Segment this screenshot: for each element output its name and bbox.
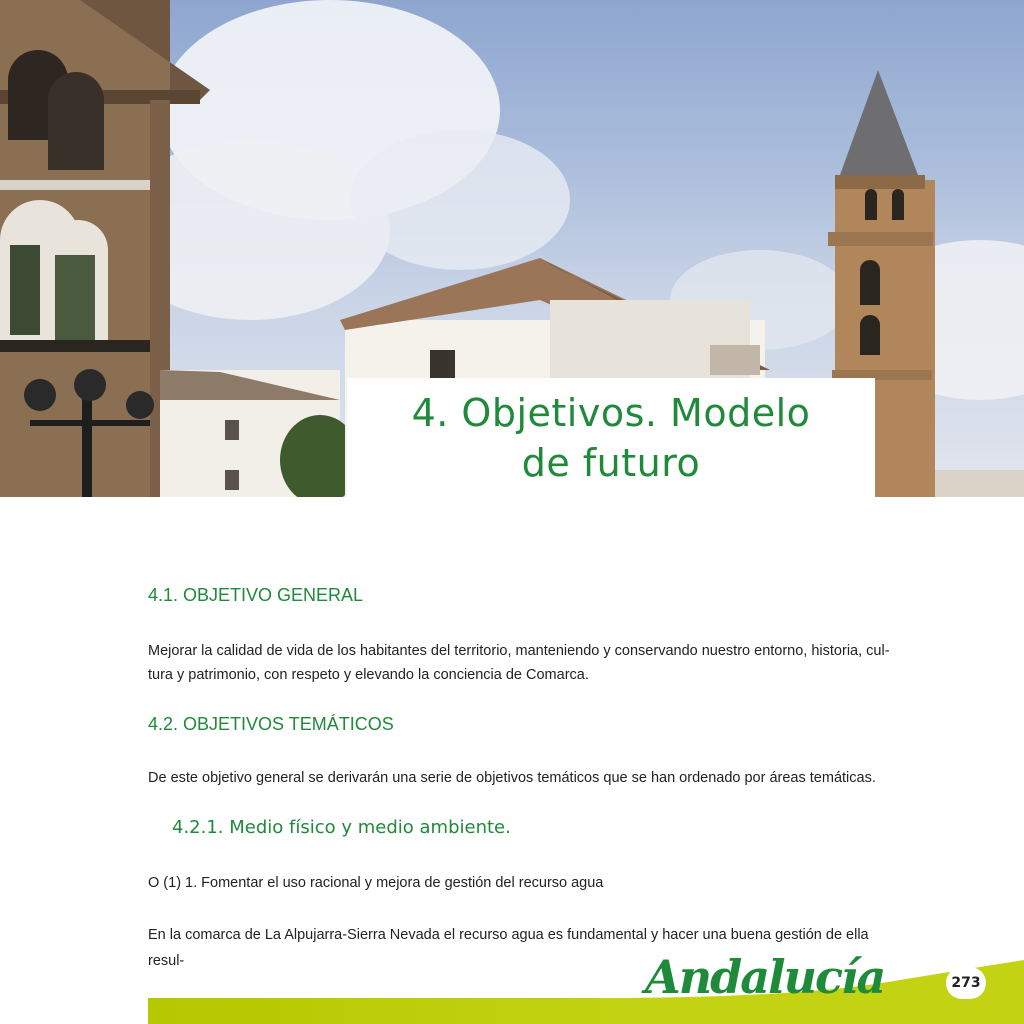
andalucia-logo: Andalucía bbox=[645, 950, 885, 1004]
section-heading-4-1: 4.1. OBJETIVO GENERAL bbox=[148, 585, 364, 605]
chapter-title-line-1: 4. Objetivos. Modelo bbox=[411, 390, 811, 435]
section-4-1-text-line-1: Mejorar la calidad de vida de los habitantes del territorio, manteniendo y conservando nuestro entorno, historia, cul- bbox=[148, 643, 890, 659]
chapter-title bbox=[347, 378, 875, 497]
section-heading-4-2: 4.2. OBJETIVOS TEMÁTICOS bbox=[148, 714, 394, 734]
page-number: 273 bbox=[946, 967, 986, 999]
objective-item: O (1) 1. Fomentar el uso racional y mejora de gestión del recurso agua bbox=[148, 875, 604, 891]
chapter-title-line-2: de futuro bbox=[521, 440, 701, 485]
section-heading-4-2-1: 4.2.1. Medio físico y medio ambiente. bbox=[172, 817, 511, 838]
section-4-1-text-line-2: tura y patrimonio, con respeto y elevando la conciencia de Comarca. bbox=[148, 667, 589, 683]
body-paragraph: En la comarca de La Alpujarra-Sierra Nevada el recurso agua es fundamental y hacer una buena gestión de ella resul- bbox=[148, 927, 869, 969]
section-4-2-text: De este objetivo general se derivarán una serie de objetivos temáticos que se han ordenado por áreas temáticas. bbox=[148, 770, 876, 786]
